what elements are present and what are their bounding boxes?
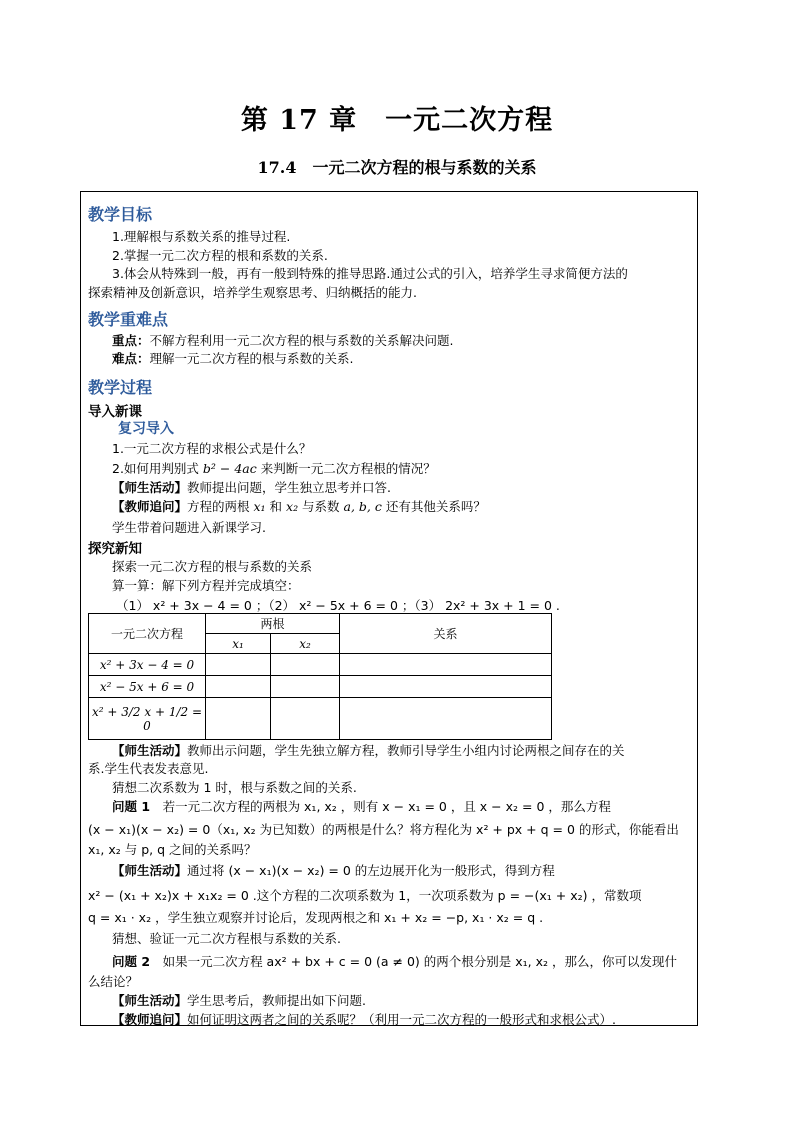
activity-label: 【师生活动】 (112, 480, 188, 495)
section-title: 17.4 一元二次方程的根与系数的关系 (257, 158, 537, 177)
goal-item: 3.体会从特殊到一般，再有一般到特殊的推导思路.通过公式的引入，培养学生寻求简便方法的 (112, 266, 628, 281)
difficulty-label: 难点： (112, 351, 150, 366)
focus-label: 重点： (112, 333, 150, 348)
row-equation: x² − 5x + 6 = 0 (89, 676, 206, 698)
cell-x2[interactable] (271, 698, 340, 740)
followup-label: 【教师追问】 (112, 1012, 188, 1027)
activity-text: 教师出示问题，学生先独立解方程，教师引导学生小组内讨论两根之间存在的关 (187, 743, 625, 758)
problem-label: 问题 1 (112, 799, 151, 814)
q2-text-a: 2.如何用判别式 (112, 461, 203, 476)
goal-item: 1.理解根与系数关系的推导过程. (112, 229, 291, 244)
explore-heading: 探究新知 (88, 541, 142, 557)
discriminant-formula: b² − 4ac (202, 461, 257, 476)
cell-x1[interactable] (206, 654, 271, 676)
calc-instruction: 算一算：解下列方程并完成填空： (112, 578, 300, 593)
cell-x1[interactable] (206, 698, 271, 740)
guess-1: 猜想二次系数为 1 时，根与系数之间的关系. (112, 780, 357, 795)
followup-text-b: 与系数 (298, 499, 344, 514)
cell-x2[interactable] (271, 654, 340, 676)
header-relation: 关系 (340, 614, 552, 654)
followup-text-c: 还有其他关系吗？ (381, 499, 486, 514)
followup-1 (112, 497, 486, 515)
header-roots: 两根 (206, 614, 340, 634)
cell-relation[interactable] (340, 654, 552, 676)
followup-2 (112, 1010, 616, 1028)
problem-label: 问题 2 (112, 954, 151, 969)
followup-text-a: 方程的两根 (187, 499, 254, 514)
activity-text: 教师提出问题，学生独立思考并口答. (187, 480, 391, 495)
focus-text: 不解方程利用一元二次方程的根与系数的关系解决问题. (149, 333, 454, 348)
table-row (89, 698, 552, 740)
goal-item: 2.掌握一元二次方程的根和系数的关系. (112, 248, 328, 263)
process-heading: 教学过程 (88, 378, 153, 397)
cell-relation[interactable] (340, 676, 552, 698)
activity-2 (112, 741, 625, 759)
guess-2: 猜想、验证一元二次方程根与系数的关系. (112, 931, 341, 946)
activity-text: 学生思考后，教师提出如下问题. (187, 993, 366, 1008)
activity-4 (112, 991, 366, 1009)
goal-item: 探索精神及创新意识，培养学生观察思考、归纳概括的能力. (88, 285, 417, 300)
var-x2: x₂ (286, 499, 299, 514)
activity-label: 【师生活动】 (112, 743, 188, 758)
activity-3-line-3: q = x₁ · x₂ ，学生独立观察并讨论后，发现两根之和 x₁ + x₂ = −p, x₁ · x₂ = q . (88, 910, 544, 925)
var-x1: x₁ (253, 499, 266, 514)
var-abc: a, b, c (343, 499, 382, 514)
activity-1 (112, 478, 391, 496)
table-row (89, 654, 552, 676)
question-2 (112, 459, 436, 477)
lead-line: 学生带着问题进入新课学习. (112, 520, 266, 535)
activity-3-line-2: x² − (x₁ + x₂)x + x₁x₂ = 0 .这个方程的二次项系数为 1，一次项系数为 p = −(x₁ + x₂) ，常数项 (88, 888, 642, 903)
activity-label: 【师生活动】 (112, 993, 188, 1008)
problem-1-line-2: (x − x₁)(x − x₂) = 0（x₁, x₂ 为已知数）的两根是什么？将方程化为 x² + px + q = 0 的形式，你能看出 (88, 822, 679, 837)
key-heading: 教学重难点 (88, 310, 169, 329)
row-equation: x² + 3/2 x + 1/2 = 0 (89, 698, 206, 740)
problem-1 (112, 797, 611, 815)
q2-text-b: 来判断一元二次方程根的情况？ (256, 461, 436, 476)
followup-text: 如何证明这两者之间的关系呢？（利用一元二次方程的一般形式和求根公式）. (187, 1012, 616, 1027)
review-heading: 复习导入 (118, 421, 174, 437)
cell-relation[interactable] (340, 698, 552, 740)
activity-3 (112, 861, 555, 879)
activity-text: 通过将 (x − x₁)(x − x₂) = 0 的左边展开化为一般形式，得到方程 (187, 863, 555, 878)
cell-x2[interactable] (271, 676, 340, 698)
activity-label: 【师生活动】 (112, 863, 188, 878)
problem-1-line-3: x₁, x₂ 与 p, q 之间的关系吗？ (88, 842, 257, 857)
problem-2-line-2: 么结论？ (88, 974, 139, 989)
problem-2 (112, 952, 677, 970)
followup-label: 【教师追问】 (112, 499, 188, 514)
chapter-title: 第 17 章 一元二次方程 (240, 105, 554, 136)
goals-heading: 教学目标 (88, 205, 153, 224)
problem-text: 如果一元二次方程 ax² + bx + c = 0 (a ≠ 0) 的两个根分别是 x₁, x₂ ，那么，你可以发现什 (150, 954, 677, 969)
explore-topic: 探索一元二次方程的根与系数的关系 (112, 559, 313, 574)
followup-and: 和 (265, 499, 287, 514)
difficulty-line (112, 349, 354, 367)
activity-2-cont: 系.学生代表发表意见. (88, 761, 209, 776)
header-equation: 一元二次方程 (89, 614, 206, 654)
cell-x1[interactable] (206, 676, 271, 698)
header-x1: x₁ (206, 634, 271, 654)
table-row (89, 676, 552, 698)
header-x2: x₂ (271, 634, 340, 654)
intro-heading: 导入新课 (88, 404, 142, 420)
problem-text: 若一元二次方程的两根为 x₁, x₂ ，则有 x − x₁ = 0 ，且 x − x₂ = 0 ，那么方程 (150, 799, 611, 814)
difficulty-text: 理解一元二次方程的根与系数的关系. (149, 351, 354, 366)
question-1: 1.一元二次方程的求根公式是什么？ (112, 441, 312, 456)
row-equation: x² + 3x − 4 = 0 (89, 654, 206, 676)
focus-line (112, 331, 454, 349)
roots-table (88, 613, 552, 740)
equation-list: （1） x² + 3x − 4 = 0 ；（2） x² − 5x + 6 = 0 ；（3） 2x² + 3x + 1 = 0 . (116, 598, 560, 613)
